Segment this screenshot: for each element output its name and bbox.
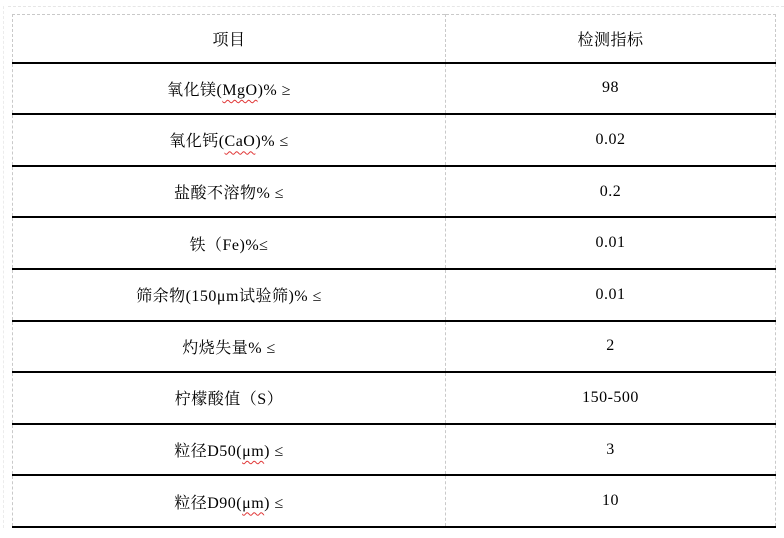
item-text: 柠檬酸值（S）	[174, 391, 284, 409]
item-text: 筛余物(150μm试验筛)% ≤	[136, 288, 322, 306]
item-misspelled-text: CaO	[224, 133, 256, 151]
faint-gridline-top	[8, 6, 784, 7]
value-cell	[446, 63, 776, 115]
table-row	[13, 166, 776, 218]
table-header-row	[13, 15, 776, 63]
value-text: 0.01	[595, 234, 626, 252]
item-text: 铁（Fe)%≤	[189, 236, 269, 254]
item-text: 氧化镁(	[166, 81, 223, 99]
value-text: 98	[602, 79, 619, 97]
faint-gridline-left	[3, 6, 4, 528]
table-row	[13, 321, 776, 373]
column-header-item: 项目	[13, 15, 446, 63]
value-cell	[446, 372, 776, 424]
column-header-indicator: 检测指标	[446, 15, 776, 63]
value-cell	[446, 217, 776, 269]
table-row	[13, 269, 776, 321]
table-row	[13, 63, 776, 115]
item-misspelled-text: MgO	[222, 81, 258, 99]
item-cell	[13, 166, 446, 218]
item-text: 灼烧失量% ≤	[182, 339, 276, 357]
value-cell	[446, 321, 776, 373]
value-text: 0.2	[599, 182, 622, 200]
value-cell	[446, 114, 776, 166]
value-text: 2	[606, 337, 615, 355]
item-text: 氧化钙(	[169, 133, 225, 151]
value-text: 150-500	[582, 388, 639, 406]
item-cell	[13, 269, 446, 321]
value-text: 3	[606, 440, 615, 458]
value-cell	[446, 269, 776, 321]
table-row	[13, 372, 776, 424]
item-text-cont: ) ≤	[264, 443, 284, 461]
value-text: 10	[602, 492, 619, 510]
item-cell	[13, 372, 446, 424]
value-cell	[446, 424, 776, 476]
table-row	[13, 114, 776, 166]
item-cell	[13, 217, 446, 269]
item-text-cont: )% ≥	[257, 81, 292, 99]
item-text: 粒径D90(	[174, 494, 243, 512]
table-row	[13, 217, 776, 269]
item-cell	[13, 63, 446, 115]
item-cell	[13, 321, 446, 373]
table-row	[13, 475, 776, 527]
value-cell	[446, 475, 776, 527]
table-row	[13, 424, 776, 476]
item-text-cont: )% ≤	[255, 133, 289, 151]
value-text: 0.01	[595, 285, 626, 303]
item-cell	[13, 475, 446, 527]
item-misspelled-text: μm	[242, 494, 265, 512]
value-text: 0.02	[595, 130, 626, 148]
item-text: 盐酸不溶物% ≤	[173, 185, 285, 203]
value-cell	[446, 166, 776, 218]
item-misspelled-text: μm	[242, 443, 265, 461]
item-cell	[13, 424, 446, 476]
item-text: 粒径D50(	[174, 443, 243, 461]
item-cell	[13, 114, 446, 166]
item-text-cont: ) ≤	[264, 494, 284, 512]
spec-table	[12, 14, 776, 528]
